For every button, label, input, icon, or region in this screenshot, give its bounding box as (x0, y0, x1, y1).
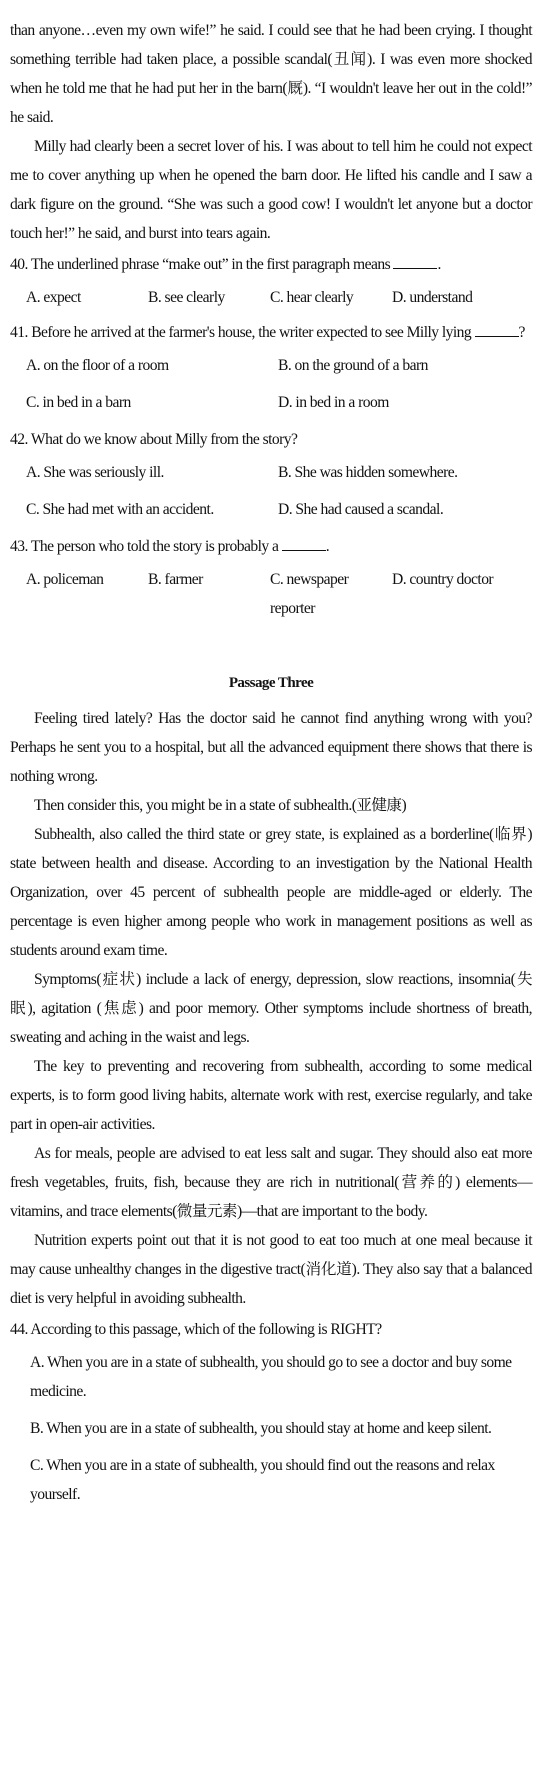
option-c: C. newspaper reporter (270, 571, 349, 617)
option-d: D. country doctor (392, 571, 494, 588)
option-b: B. When you are in a state of subhealth, you should stay at home and keep silent. (30, 1420, 492, 1437)
answer-blank (475, 322, 519, 337)
option-b: B. on the ground of a barn (278, 357, 428, 374)
passage3-paragraph-3: Subhealth, also called the third state or grey state, is explained as a borderline(临界) state between health and disease. According to an investigation by the National Health Organization, over 45 percent of subhealth people are middle-aged or elderly. The percentage is even higher among people who work in management positions as well as students around exam time. (10, 826, 532, 959)
passage-title: Passage Three (228, 675, 314, 691)
question-42: 42. What do we know about Milly from the story? (10, 431, 298, 448)
question-43-options (26, 565, 532, 623)
question-43 (10, 532, 532, 561)
question-end: ? (518, 324, 525, 341)
question-stem: 43. The person who told the story is probably a (10, 538, 279, 555)
option-a: A. She was seriously ill. (26, 464, 164, 481)
option-d: D. understand (392, 289, 473, 306)
answer-blank (393, 254, 437, 269)
question-42-options (26, 458, 532, 524)
option-b: B. see clearly (148, 289, 225, 306)
question-41 (10, 318, 532, 347)
passage3-paragraph-6: As for meals, people are advised to eat less salt and sugar. They should also eat more fresh vegetables, fruits, fish, because they are rich in nutritional(营养的) elements—vitamins, and trace elements(微量元素)—that are important to the body. (10, 1145, 532, 1220)
option-d: D. in bed in a room (278, 394, 389, 411)
option-a: A. policeman (26, 571, 104, 588)
passage3-paragraph-7: Nutrition experts point out that it is not good to eat too much at one meal because it may cause unhealthy changes in the digestive tract(消化道). They also say that a balanced diet is very helpful in avoiding subhealth. (10, 1232, 532, 1307)
option-c: C. hear clearly (270, 289, 354, 306)
question-end: . (437, 256, 441, 273)
passage2-paragraph: Milly had clearly been a secret lover of his. I was about to tell him he could not expect me to cover anything up when he opened the barn door. He lifted his candle and I saw a dark figure on the ground. “She was such a good cow! I wouldn't let anyone but a doctor touch her!” he said, and burst into tears again. (10, 138, 532, 242)
passage3-paragraph-4: Symptoms(症状) include a lack of energy, depression, slow reactions, insomnia(失眠), agitation (焦虑) and poor memory. Other symptoms include shortness of breath, sweating and aching in the waist and legs. (10, 971, 532, 1046)
option-a: A. expect (26, 289, 81, 306)
question-end: . (325, 538, 330, 555)
option-a: A. on the floor of a room (26, 357, 169, 374)
question-stem: 41. Before he arrived at the farmer's house, the writer expected to see Milly lying (10, 324, 472, 341)
question-41-options (26, 351, 532, 417)
question-stem: 40. The underlined phrase “make out” in the first paragraph means (10, 256, 391, 273)
passage3-paragraph-2: Then consider this, you might be in a state of subhealth.(亚健康) (34, 797, 407, 814)
question-40 (10, 250, 532, 279)
option-c: C. When you are in a state of subhealth, you should find out the reasons and relax yourself. (30, 1457, 495, 1503)
passage3-paragraph-1: Feeling tired lately? Has the doctor said he cannot find anything wrong with you? Perhaps he sent you to a hospital, but all the advanced equipment there shows that there is nothing wrong. (10, 710, 532, 785)
passage2-paragraph-end: than anyone…even my own wife!” he said. I could see that he had been crying. I thought something terrible had taken place, a possible scandal(丑闻). I was even more shocked when he told me that he had put her in the barn(厩). “I wouldn't leave her out in the cold!” he said. (10, 22, 532, 126)
question-44: 44. According to this passage, which of the following is RIGHT? (10, 1321, 382, 1338)
option-c: C. in bed in a barn (26, 394, 131, 411)
option-c: C. She had met with an accident. (26, 501, 214, 518)
option-a: A. When you are in a state of subhealth, you should go to see a doctor and buy some medicine. (30, 1354, 512, 1400)
option-b: B. She was hidden somewhere. (278, 464, 458, 481)
question-40-options (26, 283, 532, 312)
option-b: B. farmer (148, 571, 203, 588)
passage3-paragraph-5: The key to preventing and recovering from subhealth, according to some medical experts, is to form good living habits, alternate work with rest, exercise regularly, and take part in open-air activities. (10, 1058, 532, 1133)
answer-blank (282, 536, 326, 551)
option-d: D. She had caused a scandal. (278, 501, 444, 518)
